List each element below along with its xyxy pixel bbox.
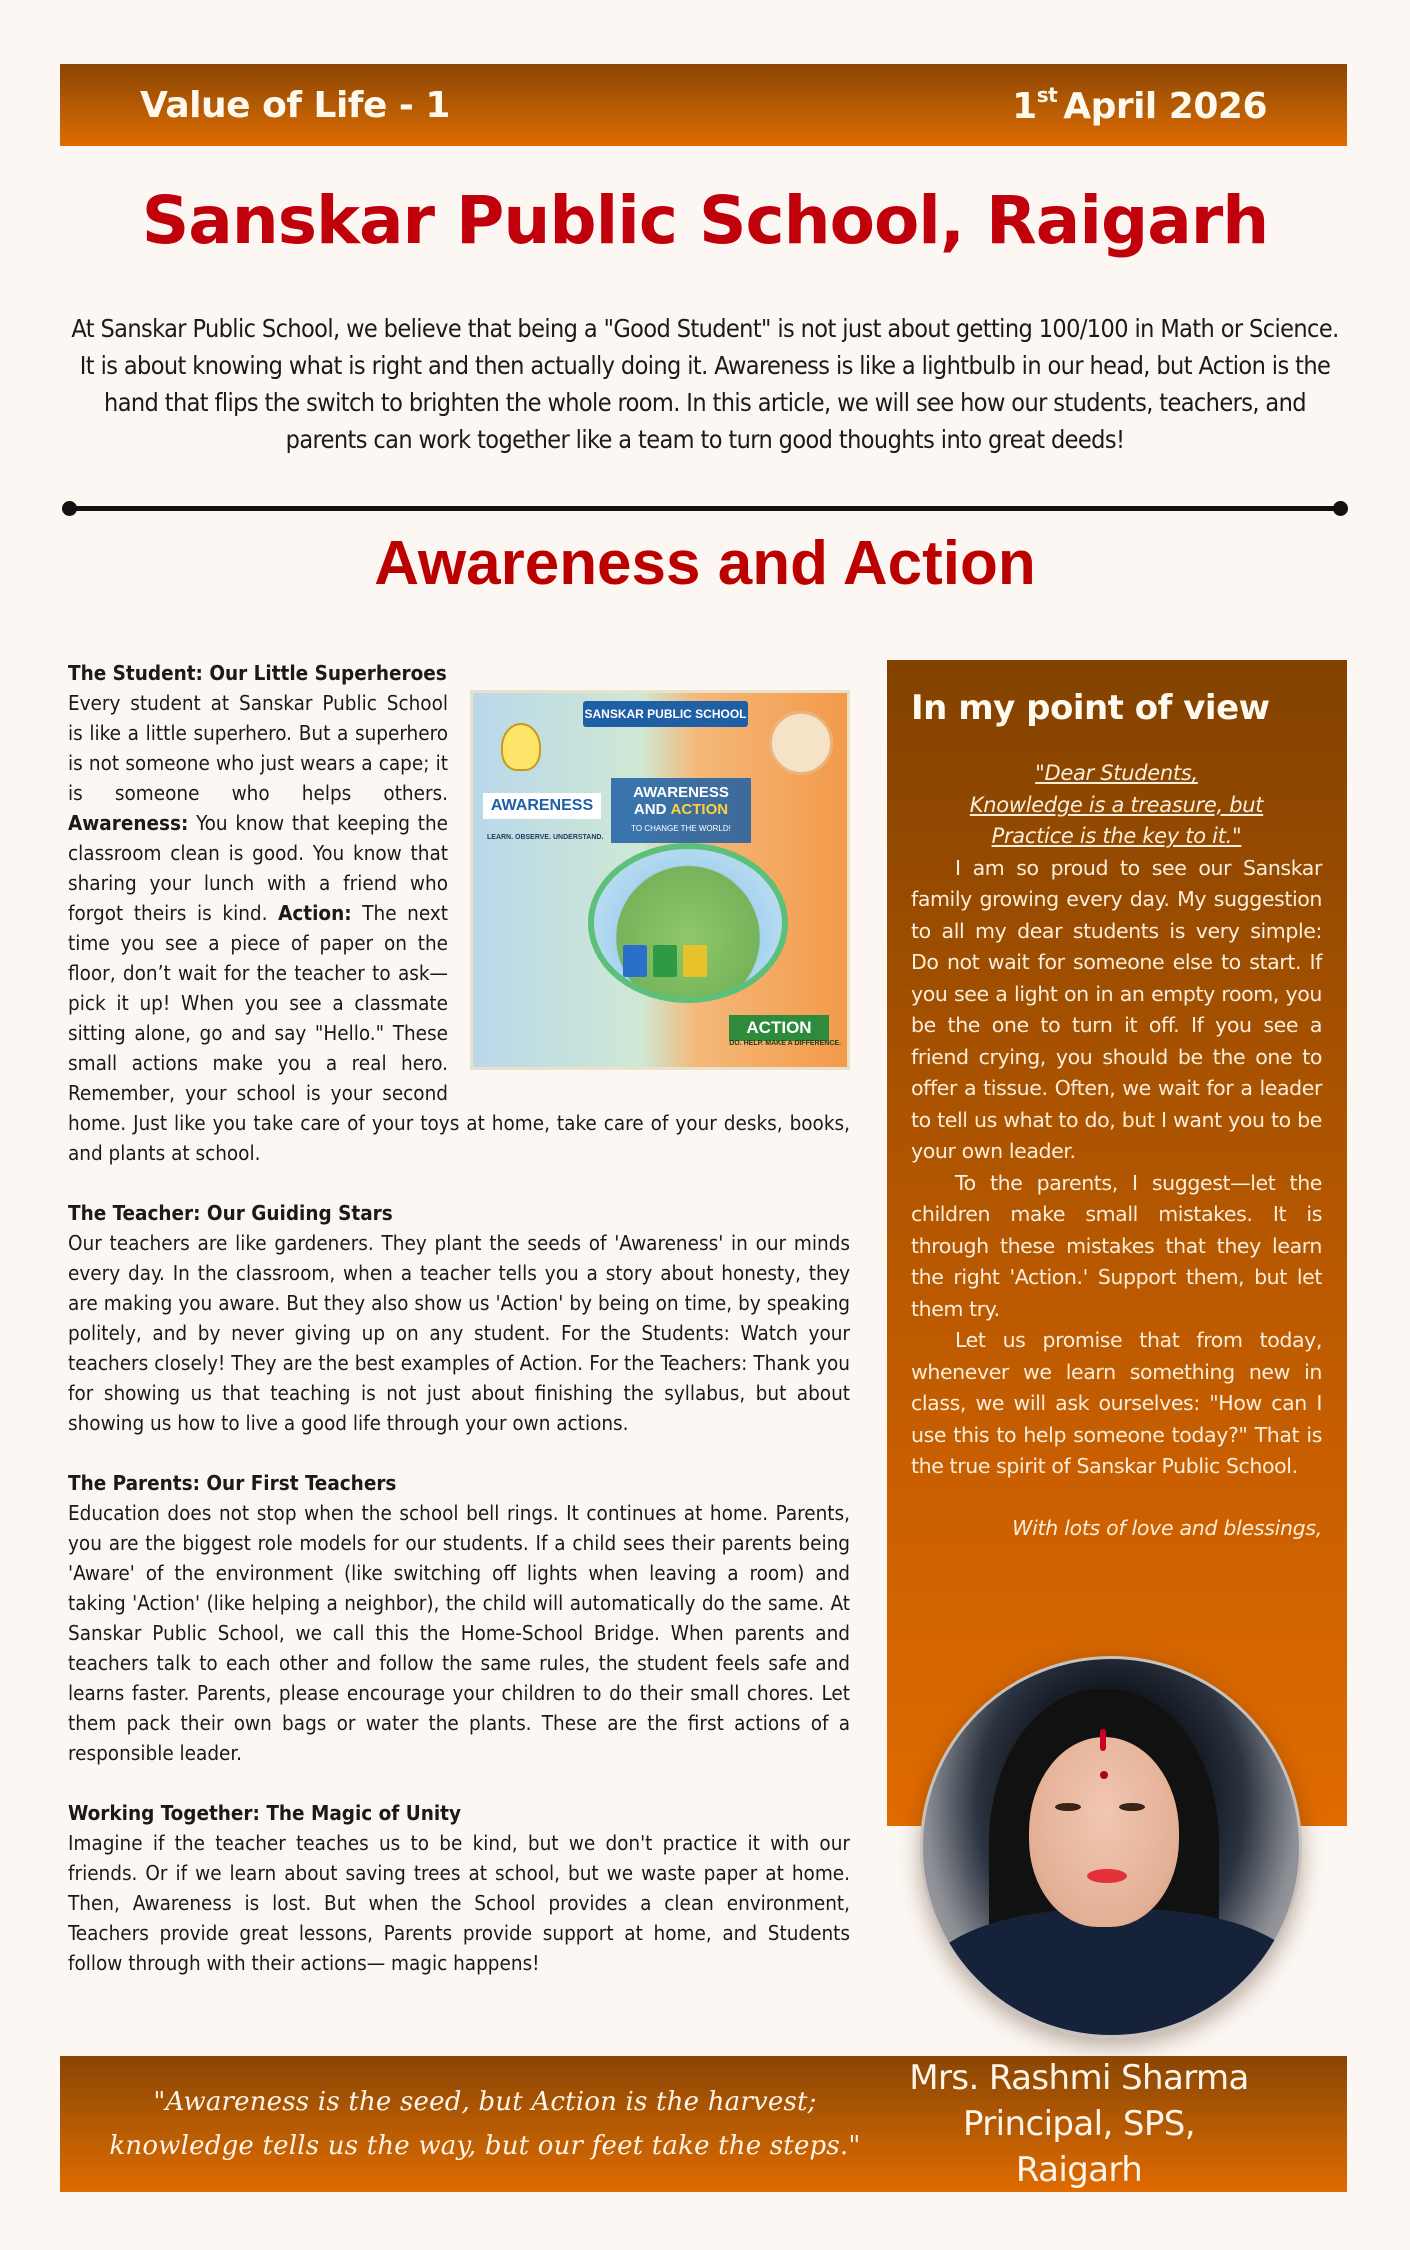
photo-eye-left [1055, 1803, 1081, 1811]
section-heading-parents: The Parents: Our First Teachers [68, 1471, 397, 1495]
section-body-together: Imagine if the teacher teaches us to be kind, but we don't practice it with our friends. Or if we learn about saving trees at school, but we waste paper at home. Then, Awareness is lost. But when the School provides a clean environment, Teachers provide great lessons, Parents provide support at home, and Students follow through with their actions— magic happens! [68, 1831, 850, 1975]
section-body-parents: Education does not stop when the school bell rings. It continues at home. Parents, you are the biggest role models for our students. If a child sees their parents being 'Aware' of the environment (like switching off lights when leaving a room) and taking 'Action' (like helping a neighbor), the child will automatically do the same. At Sanskar Public School, we call this the Home-School Bridge. When parents and teachers talk to each other and follow the same rules, the student feels safe and learns faster. Parents, please encourage your children to do their small chores. Let them pack their own bags or water the plants. These are the first actions of a responsible leader. [68, 1501, 850, 1765]
photo-lips [1087, 1869, 1127, 1883]
awareness-label: Awareness: [68, 811, 189, 835]
principal-photo [920, 1656, 1302, 2038]
student-text-3: The next time you see a piece of paper on the floor, don’t wait for the teacher to ask—pick it up! When you see a classmate sitting alone, go and say "Hello." These small actions make you a real hero. Remember, your school is your second home. Just like you take care of your toys at home, take care of your desks, books, and plants at school. [68, 901, 850, 1165]
pov-paragraph-3: Let us promise that from today, whenever we learn something new in class, we will ask ourselves: "How can I use this to help someone today?" That is the true spirit of Sanskar Public School. [911, 1328, 1322, 1478]
pov-paragraph-2: To the parents, I suggest—let the children make small mistakes. It is through these mistakes that they learn the right 'Action.' Support them, but let them try. [911, 1170, 1322, 1321]
principal-name: Mrs. Rashmi Sharma [909, 2058, 1249, 2098]
principal-signature [904, 2055, 1254, 2193]
point-of-view-panel [887, 660, 1347, 1826]
issue-date [1012, 83, 1267, 127]
date-month-year: April 2026 [1063, 86, 1267, 127]
section-student [68, 658, 850, 1168]
center-sub: TO CHANGE THE WORLD! [631, 824, 731, 833]
awareness-action-illustration [470, 690, 850, 1070]
student-text-1: Every student at Sanskar Public School is like a little superhero. But a superhero is not someone who just wears a cape; it is someone who helps others. [68, 691, 448, 805]
lightbulb-icon [501, 723, 541, 771]
photo-bindi [1100, 1771, 1108, 1779]
pov-signoff: With lots of love and blessings, [1012, 1515, 1322, 1540]
intro-paragraph: At Sanskar Public School, we believe that being a "Good Student" is not just about getting 100/100 in Math or Science. It is about knowing what is right and then actually doing it. Awareness is like a lightbulb in our head, but Action is the hand that flips the switch to brighten the whole room. In this article, we will see how our students, teachers, and parents can work together like a team to turn good thoughts into great deeds! [71, 314, 1339, 454]
section-heading-student: The Student: Our Little Superheroes [68, 661, 447, 685]
section-heading-together: Working Together: The Magic of Unity [68, 1801, 462, 1825]
section-teacher [68, 1198, 850, 1438]
illustration-awareness-sub: LEARN. OBSERVE. UNDERSTAND. [487, 834, 604, 841]
pov-title: In my point of view [911, 688, 1270, 728]
illustration-center-title [611, 778, 751, 843]
student-text-2: You know that keeping the classroom clean is good. You know that sharing your lunch with a friend who forgot theirs is kind. [68, 811, 448, 925]
top-banner [60, 64, 1347, 146]
pov-quote-line1: "Dear Students, [1035, 761, 1198, 785]
footer-quote-line2: knowledge tells us the way, but our feet take the steps." [109, 2131, 861, 2161]
recycle-bin-icon [683, 945, 707, 977]
photo-eye-right [1119, 1803, 1145, 1811]
divider-dot-left [62, 501, 77, 516]
article-title: Awareness and Action [374, 529, 1036, 598]
bottom-banner [60, 2056, 1347, 2192]
recycle-bin-icon [653, 945, 677, 977]
center-action: ACTION [670, 801, 729, 818]
pov-body [911, 853, 1322, 1483]
date-day: 1 [1012, 86, 1037, 127]
photo-body [923, 1909, 1302, 2038]
divider-dot-right [1333, 501, 1348, 516]
illustration-action-label: ACTION [729, 1015, 829, 1041]
issue-label: Value of Life - 1 [140, 84, 450, 126]
pov-paragraph-1: I am so proud to see our Sanskar family growing every day. My suggestion to all my dear students is very simple: Do not wait for someone else to start. If you see a light on in an empty room, you be the one to turn it off. If you see a friend crying, you should be the one to offer a tissue. Often, we wait for a leader to tell us what to do, but I want you to be your own leader. [911, 855, 1322, 1163]
pov-quote-line3: Practice is the key to it." [991, 824, 1242, 848]
photo-sindoor [1100, 1729, 1106, 1751]
hands-plant-icon [769, 711, 833, 775]
principal-role: Principal, SPS, Raigarh [963, 2104, 1195, 2190]
section-divider [68, 506, 1342, 511]
section-parents [68, 1468, 850, 1768]
section-body-teacher: Our teachers are like gardeners. They plant the seeds of 'Awareness' in our minds every day. In the classroom, when a teacher tells you a story about honesty, they are making you aware. But they also show us 'Action' by being on time, by speaking politely, and by never giving up on any student. For the Students: Watch your teachers closely! They are the best examples of Action. For the Teachers: Thank you for showing us that teaching is not just about finishing the syllabus, but about showing us how to live a good life through your own actions. [68, 1231, 850, 1435]
footer-quote [100, 2080, 870, 2168]
illustration-scene [588, 843, 788, 1003]
section-together [68, 1798, 850, 1978]
section-heading-teacher: The Teacher: Our Guiding Stars [68, 1201, 393, 1225]
illustration-awareness-label: AWARENESS [483, 793, 601, 819]
date-suffix: st [1036, 83, 1058, 107]
pov-quote [911, 758, 1322, 853]
action-label: Action: [278, 901, 352, 925]
footer-quote-line1: "Awareness is the seed, but Action is the harvest; [153, 2087, 817, 2117]
center-and: AND [633, 801, 671, 818]
illustration-action-sub: DO. HELP. MAKE A DIFFERENCE. [729, 1040, 841, 1047]
article-body [68, 658, 850, 2008]
center-line1: AWARENESS [633, 784, 729, 801]
pov-quote-line2: Knowledge is a treasure, but [969, 792, 1264, 817]
illustration-banner: SANSKAR PUBLIC SCHOOL [583, 701, 748, 727]
recycle-bin-icon [623, 945, 647, 977]
school-title: Sanskar Public School, Raigarh [141, 182, 1269, 259]
photo-face [1029, 1737, 1179, 1927]
